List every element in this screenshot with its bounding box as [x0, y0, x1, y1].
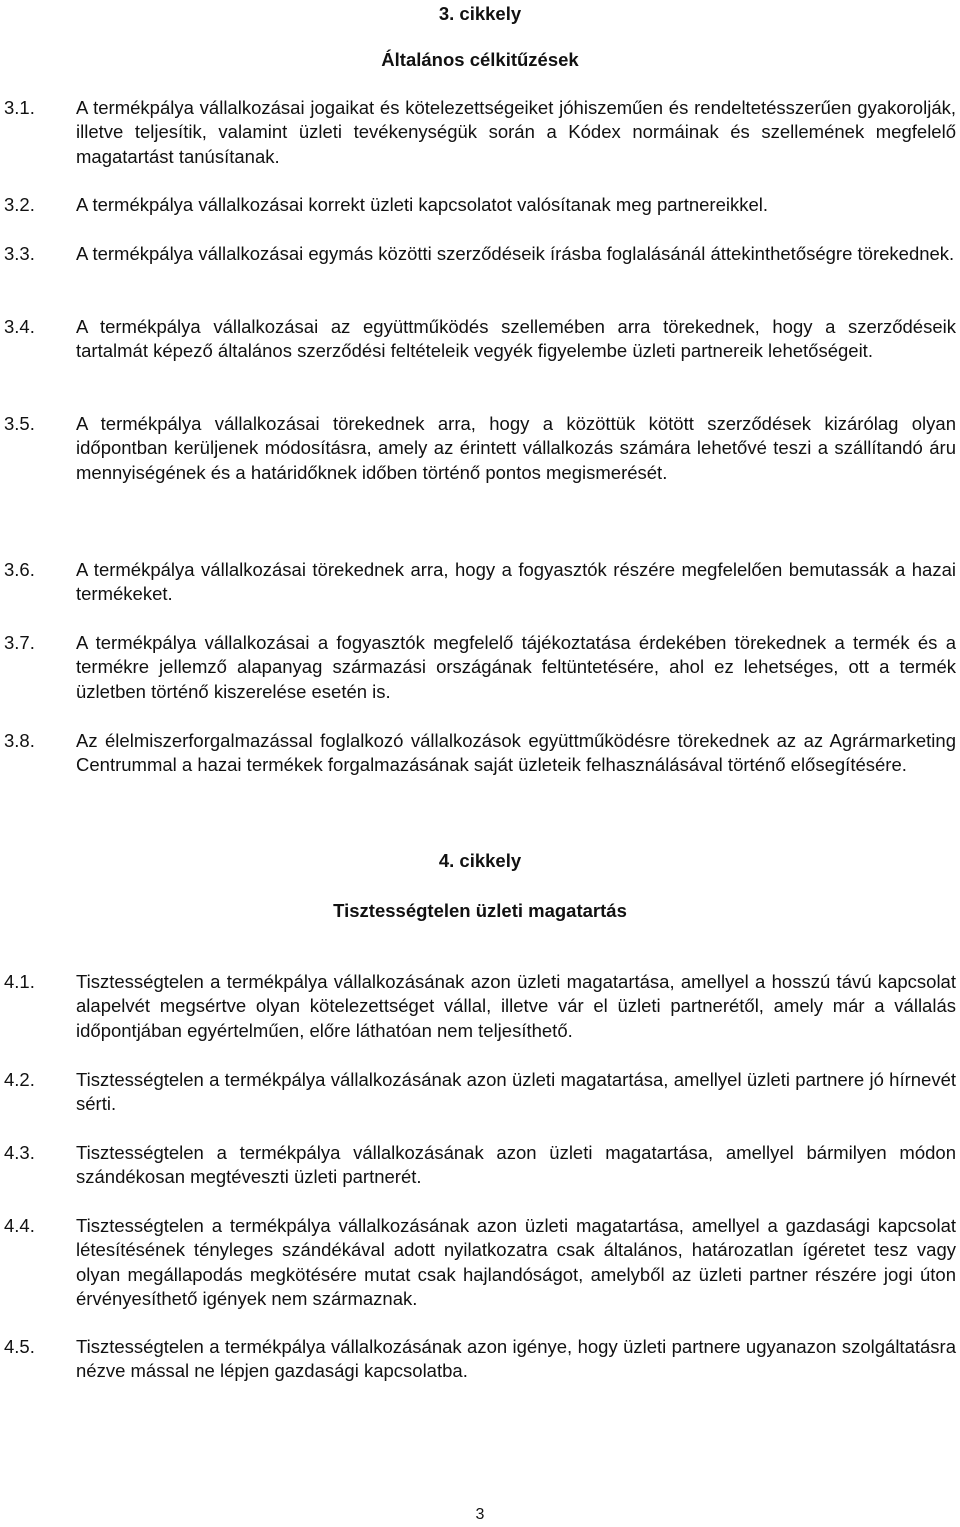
- article-title: Tisztességtelen üzleti magatartás: [333, 900, 627, 921]
- paragraph-text: Az élelmiszerforgalmazással foglalkozó vállalkozások együttműködésre törekednek az az Agrármarketing Centrummal a hazai termékek forgalmazásának saját üzleteik felhasználásával történő elősegítésére.: [76, 730, 956, 776]
- paragraph-number: 3.2.: [4, 194, 35, 215]
- paragraph-number: 4.2.: [4, 1069, 35, 1090]
- paragraph-text: Tisztességtelen a termékpálya vállalkozásának azon igénye, hogy üzleti partnere ugyanazon szolgáltatásra nézve mással ne lépjen gazdasági kapcsolatba.: [76, 1336, 956, 1382]
- paragraph-number: 3.1.: [4, 97, 35, 118]
- paragraph-number: 4.1.: [4, 971, 35, 992]
- paragraph-text: A termékpálya vállalkozásai törekednek arra, hogy a fogyasztók részére megfelelően bemutassák a hazai termékeket.: [76, 559, 956, 605]
- paragraph-number: 3.6.: [4, 559, 35, 580]
- paragraph-text: A termékpálya vállalkozásai a fogyasztók megfelelő tájékoztatása érdekében törekednek a termék és a termékre jellemző alapanyag származási országának feltüntetésére, ahol ez lehetséges, ott a termék üzletben történő kiszerelése esetén is.: [76, 632, 956, 702]
- paragraph-text: Tisztességtelen a termékpálya vállalkozásának azon üzleti magatartása, amellyel üzleti partnere jó hírnevét sérti.: [76, 1069, 956, 1115]
- paragraph-number: 3.5.: [4, 413, 35, 434]
- paragraph-text: Tisztességtelen a termékpálya vállalkozásának azon üzleti magatartása, amellyel bármilyen módon szándékosan megtéveszti üzleti partnerét.: [76, 1142, 956, 1188]
- article-number: 3. cikkely: [438, 3, 522, 24]
- paragraph-number: 3.4.: [4, 316, 35, 337]
- paragraph-text: A termékpálya vállalkozásai korrekt üzleti kapcsolatot valósítanak meg partnereikkel.: [76, 194, 769, 215]
- article-number: 4. cikkely: [438, 850, 522, 871]
- paragraph-text: A termékpálya vállalkozásai az együttműködés szellemében arra törekednek, hogy a szerződéseik tartalmát képező általános szerződési feltételeik vegyék figyelembe üzleti partnereik lehetőségeit.: [76, 316, 956, 362]
- paragraph-number: 4.3.: [4, 1142, 35, 1163]
- paragraph-text: Tisztességtelen a termékpálya vállalkozásának azon üzleti magatartása, amellyel a hosszú távú kapcsolat alapelvét megsértve olyan kötelezettséget vállal, illetve vár el üzleti partnerétől, amely már a vállalás időpontjában egyértelműen, előre láthatóan nem teljesíthető.: [76, 971, 956, 1041]
- paragraph-text: A termékpálya vállalkozásai jogaikat és kötelezettségeiket jóhiszeműen és rendeltetésszerűen gyakorolják, illetve teljesítik, valamint üzleti tevékenységük során a Kódex normáinak és szellemének megfelelő magatartást tanúsítanak.: [76, 97, 956, 167]
- paragraph-number: 3.3.: [4, 243, 35, 264]
- paragraph-text: A termékpálya vállalkozásai törekednek arra, hogy a közöttük kötött szerződések kizárólag olyan időpontban kerüljenek módosításra, amely az érintett vállalkozás számára lehetővé teszi a szállítandó áru mennyiségének és a határidőknek időben történő pontos megismerését.: [76, 413, 956, 483]
- page-number: 3: [475, 1506, 485, 1523]
- paragraph-number: 4.4.: [4, 1215, 35, 1236]
- paragraph-number: 4.5.: [4, 1336, 35, 1357]
- paragraph-number: 3.7.: [4, 632, 35, 653]
- article-title: Általános célkitűzések: [381, 49, 579, 70]
- paragraph-text: Tisztességtelen a termékpálya vállalkozásának azon üzleti magatartása, amellyel a gazdasági kapcsolat létesítésének tényleges szándékával adott nyilatkozatra csak általános, határozatlan ígéretet tesz vagy olyan megállapodás megkötésére mutat csak hajlandóságot, amelyből az üzleti partner részére jogi úton érvényesíthető igények nem származnak.: [76, 1215, 956, 1309]
- paragraph-number: 3.8.: [4, 730, 35, 751]
- paragraph-text: A termékpálya vállalkozásai egymás közötti szerződéseik írásba foglalásánál áttekinthetőségre törekednek.: [76, 243, 955, 264]
